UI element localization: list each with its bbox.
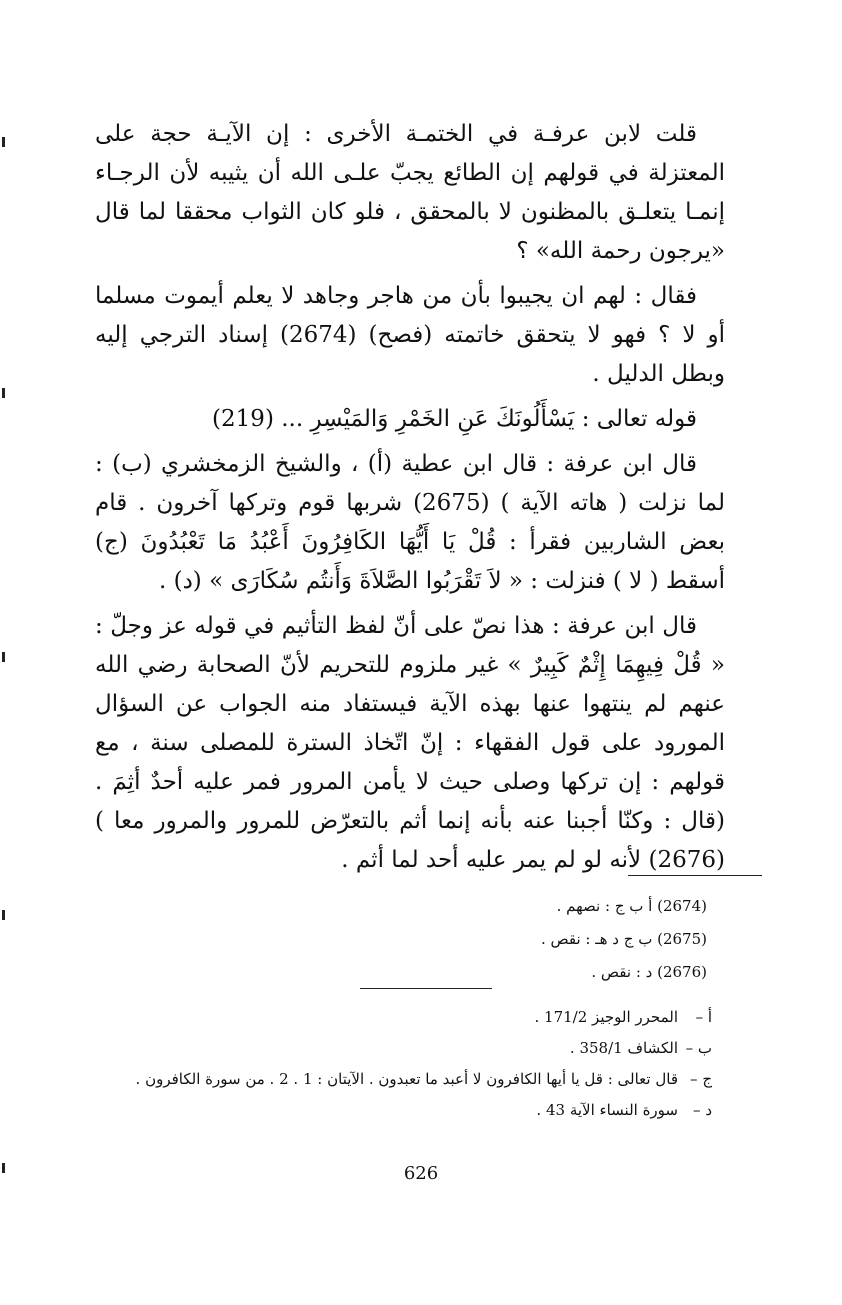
reference-item xyxy=(90,1097,712,1124)
footnote: (2675) ب ج د هـ : نقص . xyxy=(540,930,707,948)
margin-mark xyxy=(2,910,5,920)
paragraph: قلت لابن عرفـة في الختمـة الأخرى : إن الآيـة حجة على المعتزلة في قولهم إن الطائع يجبّ علـى الله أن يثيبه لأن الرجـاء إنمـا يتعلـق بالمظنون لا بالمحقق ، فلو كان الثواب محققا لما قال «يرجون رحمة الله» ؟ xyxy=(95,121,725,264)
reference-item xyxy=(90,1004,712,1031)
paragraph: قال ابن عرفة : هذا نصّ على أنّ لفظ التأثيم في قوله عز وجلّ : « قُلْ فِيهِمَا إِثْمٌ كَبِيرٌ » غير ملزوم للتحريم لأنّ الصحابة رضي الله عنهم لم ينتهوا عنها بهذه الآية فيستفاد منه الجواب عن السؤال المورود على قول الفقهاء : إنّ اتّخاذ السترة للمصلى سنة ، مع قولهم : إن تركها وصلى حيث لا يأمن المرور فمر عليه أحدٌ أثِمَ . (قال : وكنّا أجبنا عنه بأنه إنما أثم بالتعرّض للمرور والمرور معا ) (2676) لأنه لو لم يمر عليه أحد لما أثم . xyxy=(95,613,725,873)
reference-text: قال تعالى : قل يا أيها الكافرون لا أعبد ما تعبدون . الآيتان : 1 . 2 . من سورة الكافرون . xyxy=(135,1070,678,1088)
reference-item xyxy=(90,1066,712,1093)
margin-mark xyxy=(2,652,5,662)
references xyxy=(90,1004,712,1128)
footnote: (2674) أ ب ج : نصهم . xyxy=(556,897,707,915)
references-separator xyxy=(360,988,492,989)
footnote-separator xyxy=(628,875,762,876)
reference-mark: د – xyxy=(693,1101,712,1119)
page-number: 626 xyxy=(403,1163,439,1184)
reference-mark: ج – xyxy=(690,1070,712,1088)
reference-mark: ب – xyxy=(685,1039,712,1057)
footnotes xyxy=(95,890,707,989)
reference-text: المحرر الوجيز 171/2 . xyxy=(534,1008,678,1026)
margin-mark xyxy=(2,1163,5,1173)
reference-item xyxy=(90,1035,712,1062)
reference-text: سورة النساء الآية 43 . xyxy=(536,1101,678,1119)
reference-mark: أ – xyxy=(695,1008,712,1026)
paragraph: قال ابن عرفة : قال ابن عطية (أ) ، والشيخ الزمخشري (ب) : لما نزلت ( هاته الآية ) (2675) شربها قوم وتركها آخرون . قام بعض الشاربين فقرأ : قُلْ يَا أَيُّهَا الكَافِرُونَ أَعْبُدُ مَا تَعْبُدُونَ (ج) أسقط ( لا ) فنزلت : « لاَ تَقْرَبُوا الصَّلاَةَ وَأَنتُم سُكَارَى » (د) . xyxy=(95,451,725,594)
reference-text: الكشاف 358/1 . xyxy=(569,1039,678,1057)
main-text xyxy=(95,115,725,886)
footnote: (2676) د : نقص . xyxy=(591,963,707,981)
margin-mark xyxy=(2,388,5,398)
margin-mark xyxy=(2,137,5,147)
paragraph: فقال : لهم ان يجيبوا بأن من هاجر وجاهد لا يعلم أيموت مسلما أو لا ؟ فهو لا يتحقق خاتمته (فصح) (2674) إسناد الترجي إليه وبطل الدليل . xyxy=(95,283,725,387)
verse-heading: قوله تعالى : يَسْأَلُونَكَ عَنِ الخَمْرِ وَالمَيْسِرِ ... (219) xyxy=(212,406,697,432)
